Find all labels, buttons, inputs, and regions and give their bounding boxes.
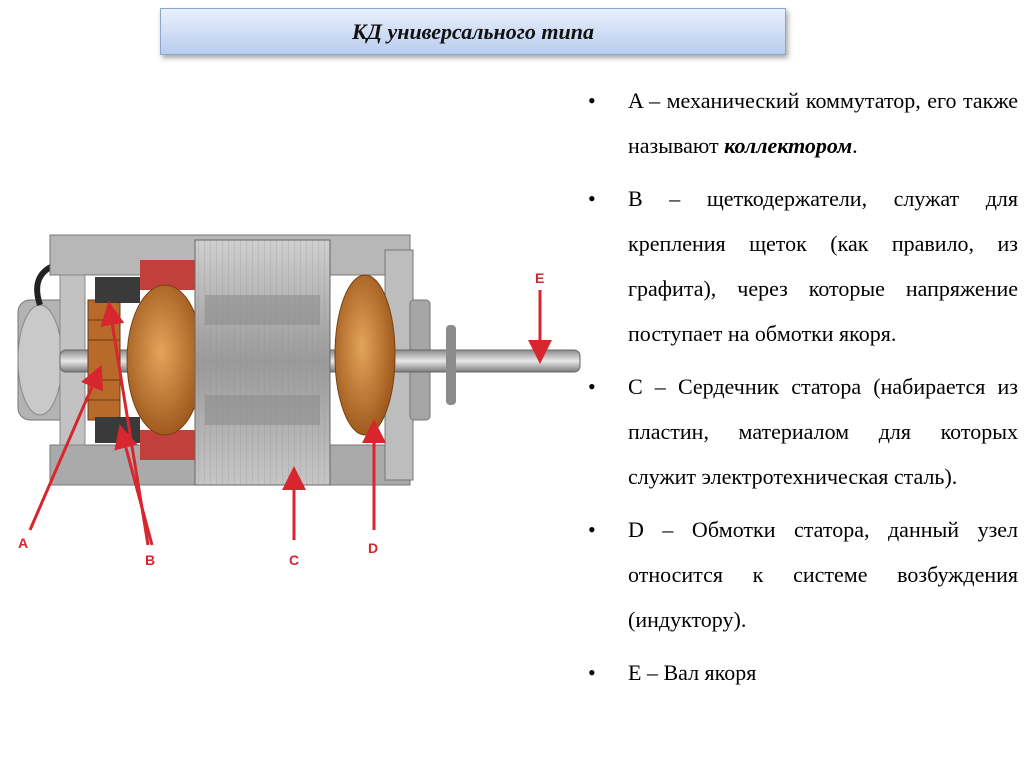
label-b: B (145, 552, 156, 568)
bullet-text: • A – механический коммутатор, его также называют коллектором. (628, 88, 1018, 158)
bullet-text: • C – Сердечник статора (набирается из пластин, материалом для которых служит электротехническая сталь). (628, 374, 1018, 489)
motor-diagram (0, 195, 600, 585)
label-a: A (18, 535, 29, 551)
bullet-text: • B – щеткодержатели, служат для крепления щеток (как правило, из графита), через которые напряжение поступает на обмотки якоря. (628, 186, 1018, 346)
label-c: C (289, 552, 300, 568)
bullet-item (586, 507, 1018, 642)
label-e: E (535, 270, 545, 286)
motor-illustration (0, 195, 600, 585)
bullet-text: • D – Обмотки статора, данный узел относится к системе возбуждения (индуктору). (628, 517, 1018, 632)
commutator (88, 300, 120, 420)
bullet-item (586, 364, 1018, 499)
stator-winding (335, 275, 395, 435)
rotor-winding (127, 285, 203, 435)
bullet-item (586, 650, 1018, 695)
bullet-list (586, 78, 1018, 703)
label-d: D (368, 540, 379, 556)
bullet-item (586, 176, 1018, 356)
title-banner (160, 8, 786, 55)
stator-core (195, 240, 330, 485)
bullet-text: • E – Вал якоря (628, 660, 757, 685)
bullet-item (586, 78, 1018, 168)
emphasis-term: коллектором (724, 133, 853, 158)
slide-title: КД универсального типа (352, 18, 594, 44)
